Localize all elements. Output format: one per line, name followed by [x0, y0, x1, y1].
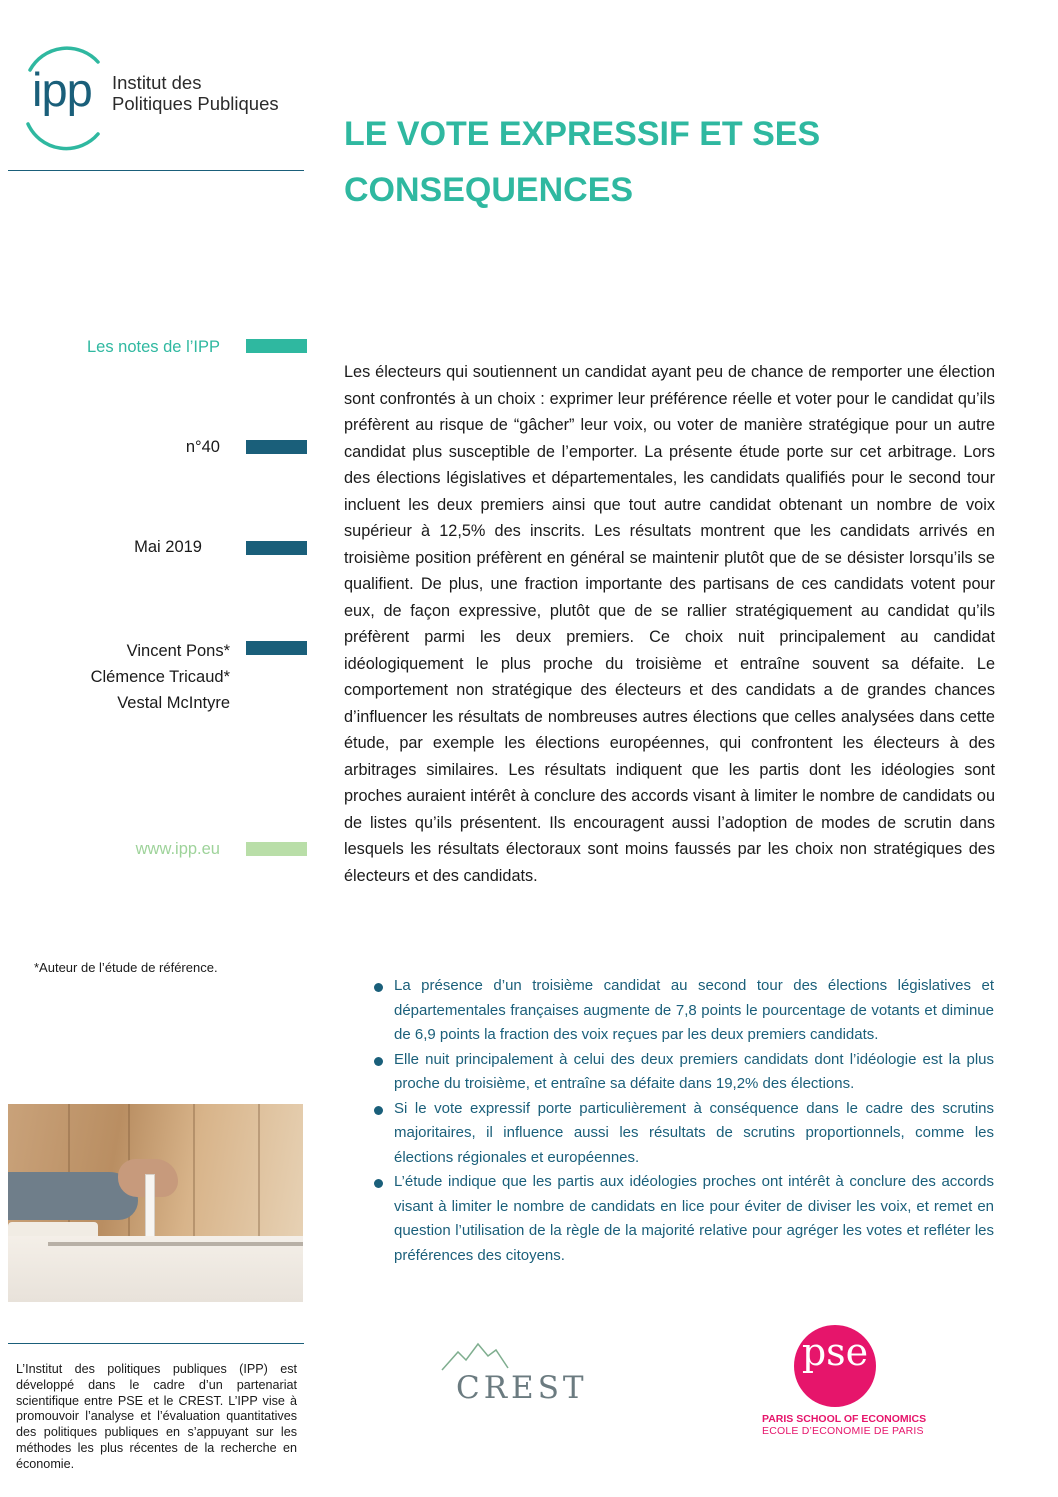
key-point-text: L’étude indique que les partis aux idéologies proches ont intérêt à conclure des accords visant à limiter le nombre de candidats en lice pour éviter de diviser les voix, et remet en question l’utilisation de la règle de la majorité relative pour agréger les votes et refléter les préférences des citoyens.: [394, 1173, 994, 1264]
bullet-icon: [374, 1179, 383, 1188]
website-link[interactable]: www.ipp.eu: [135, 840, 220, 858]
pse-logo: [762, 1325, 927, 1437]
logo-name-line2: Politiques Publiques: [112, 93, 279, 114]
key-points-list: [374, 974, 994, 1268]
key-point: [374, 1048, 994, 1097]
pse-name-en: PARIS SCHOOL OF ECONOMICS: [762, 1413, 927, 1425]
pse-name-fr: ECOLE D’ECONOMIE DE PARIS: [762, 1425, 924, 1437]
bullet-icon: [374, 1057, 383, 1066]
logo-mark: ipp: [32, 63, 92, 116]
key-point: [374, 1097, 994, 1171]
logo-name-line1: Institut des: [112, 72, 202, 93]
title-line2: CONSEQUENCES: [344, 171, 634, 209]
website-bar: [246, 842, 307, 856]
title-line1: LE VOTE EXPRESSIF ET SES: [344, 115, 821, 153]
author: Clémence Tricaud*: [90, 668, 230, 686]
abstract-paragraph: Les électeurs qui soutiennent un candidat ayant peu de chance de remporter une élection sont confrontés à un choix : exprimer leur préférence réelle et voter pour le candidat qu’ils préfèrent au risque de “gâcher” leur voix, ou voter de manière stratégique pour un autre candidat plus susceptible de l’emporter. La présente étude porte sur cet arbitrage. Lors des élections législatives et départementales, les candidats qualifiés pour le second tour incluent les deux premiers ainsi que tout autre candidat obtenant un nombre de voix supérieur à 12,5% des inscrits. Les résultats montrent que les candidats arrivés en troisième position préfèrent en général se maintenir plutôt que de se désister lorsqu’ils se qualifient. De plus, une fraction importante des partisans de ces candidats votent pour eux, de façon expressive, plutôt que de se rallier stratégiquement au candidat qu’ils préfèrent parmi les deux premiers. Ce choix nuit principalement au candidat idéologiquement le plus proche du troisième et entraîne souvent sa défaite. Le comportement non stratégique des électeurs et des candidats a de grandes chances d’influencer les résultats de nombreuses autres élections que celles analysées dans cette étude, par exemple les élections européennes, qui confrontent les électeurs à des arbitrages similaires. Les résultats indiquent que les partis dont les idéologies sont proches auraient intérêt à conclure des accords visant à limiter le nombre de candidats ou de listes qu’ils présentent. Ils encouragent aussi l’adoption de modes de scrutin dans lesquels les résultats électoraux sont moins faussés par les choix non stratégiques des électeurs et des candidats.: [344, 363, 995, 885]
footnote: *Auteur de l’étude de référence.: [34, 960, 218, 975]
ballot-box-photo: [8, 1104, 303, 1302]
key-point: [374, 1170, 994, 1268]
key-point-text: Elle nuit principalement à celui des deux premiers candidats dont l’idéologie est la plus proche du troisième, et entraîne sa défaite dans 19,2% des élections.: [394, 1050, 994, 1092]
mountain-icon: [440, 1342, 510, 1372]
issue-bar: [246, 440, 307, 454]
crest-wordmark: CREST: [456, 1370, 588, 1406]
key-point-text: Si le vote expressif porte particulièrement à conséquence dans le cadre des scrutins majoritaires, il influence aussi les résultats de scrutins proportionnels, comme les élections régionales et européennes.: [394, 1099, 994, 1166]
pse-letters: pse: [801, 1330, 869, 1374]
about-ipp-text: L’Institut des politiques publiques (IPP) est développé dans le cadre d’un partenariat scientifique entre PSE et le CREST. L’IPP vise à promouvoir l’analyse et l’évaluation quantitatives des politiques publiques en s’appuyant sur les méthodes les plus récentes de la recherche en économie.: [16, 1362, 297, 1471]
bullet-icon: [374, 983, 383, 992]
publication-date: Mai 2019: [134, 538, 202, 556]
series-bar: [246, 339, 307, 353]
authors-bar: [246, 641, 307, 655]
series-label: Les notes de l’IPP: [87, 338, 220, 356]
key-point-text: La présence d’un troisième candidat au second tour des élections législatives et départementales françaises augmente de 7,8 points le pourcentage de votants et diminue de 6,9 points la fraction des voix reçues par les deux premiers candidats.: [394, 977, 994, 1043]
issue-number: n°40: [185, 438, 220, 456]
date-bar: [246, 541, 307, 555]
authors: [91, 638, 230, 716]
top-divider: [8, 170, 304, 171]
page-title: [344, 106, 1044, 218]
bullet-icon: [374, 1106, 383, 1115]
author: Vincent Pons*: [126, 642, 230, 660]
key-point: [374, 974, 994, 1048]
author: Vestal McIntyre: [117, 694, 230, 712]
bottom-divider: [8, 1343, 304, 1344]
ipp-logo: [20, 42, 320, 152]
crest-logo: [440, 1340, 588, 1420]
